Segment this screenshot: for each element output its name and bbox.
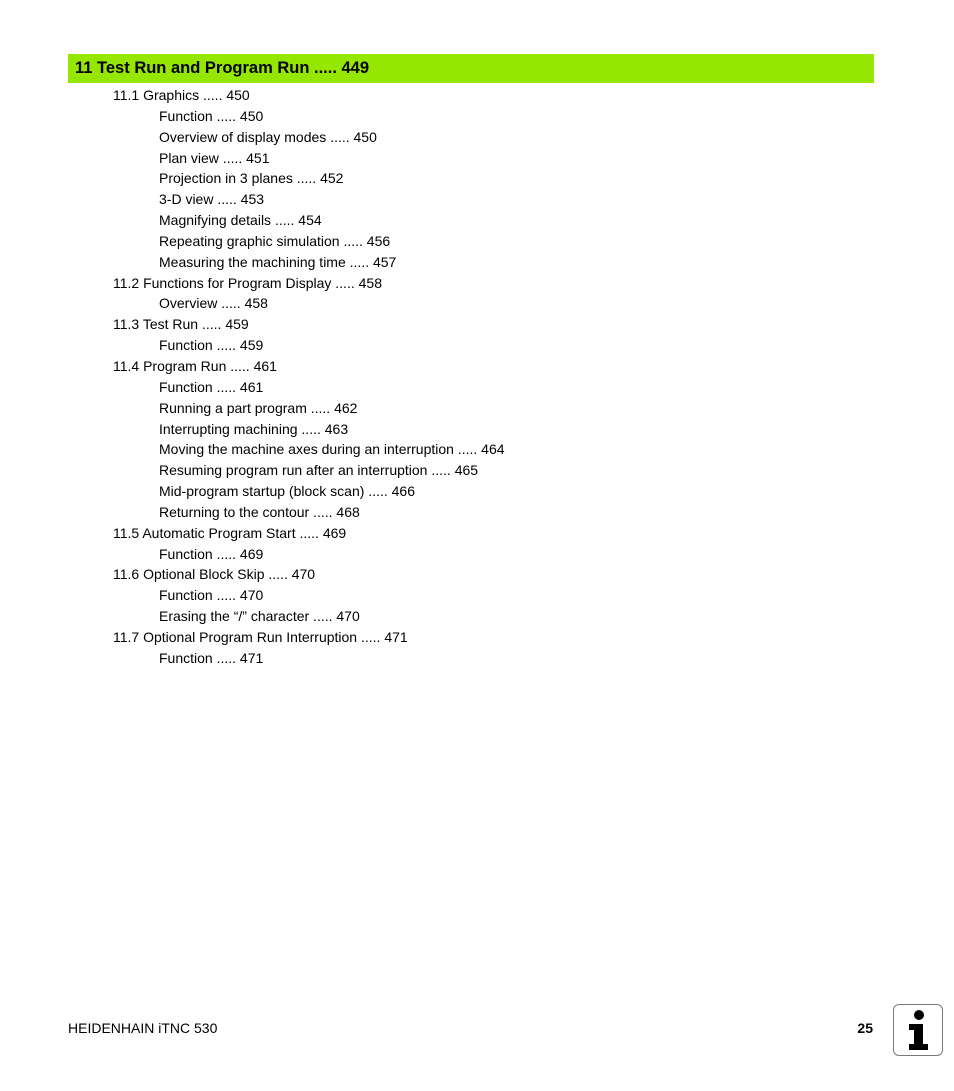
toc-subsection-entry[interactable]: 3-D view ..... 453 [159,191,265,208]
toc-subsection-entry[interactable]: Erasing the “/” character ..... 470 [159,608,360,625]
toc-subsection-entry[interactable]: Function ..... 459 [159,337,264,354]
toc-section-entry[interactable]: 11.1 Graphics ..... 450 [113,87,250,103]
toc-subsection-entry[interactable]: Measuring the machining time ..... 457 [159,253,397,270]
toc-subsection-entry[interactable]: Moving the machine axes during an interruption ..... 464 [159,441,505,458]
table-of-contents [0,85,954,669]
toc-subsection-entry[interactable]: Magnifying details ..... 454 [159,212,322,229]
toc-section-entry[interactable]: 11.6 Optional Block Skip ..... 470 [113,566,316,583]
toc-subsection-entry[interactable]: Projection in 3 planes ..... 452 [159,170,344,187]
info-i-glyph [900,1009,936,1051]
toc-section-entry[interactable]: 11.3 Test Run ..... 459 [113,316,249,333]
toc-section-entry[interactable]: 11.7 Optional Program Run Interruption ..... 471 [113,628,408,645]
toc-subsection-entry[interactable]: Function ..... 470 [159,587,264,604]
toc-section-entry[interactable]: 11.5 Automatic Program Start ..... 469 [113,524,347,541]
toc-subsection-entry[interactable]: Interrupting machining ..... 463 [159,420,349,437]
toc-subsection-entry[interactable]: Function ..... 469 [159,545,264,562]
chapter-heading-bar [68,54,874,83]
toc-subsection-entry[interactable]: Overview of display modes ..... 450 [159,128,377,145]
chapter-title: 11 Test Run and Program Run ..... 449 [75,59,370,77]
toc-subsection-entry[interactable]: Running a part program ..... 462 [159,399,358,416]
footer-product-name: HEIDENHAIN iTNC 530 [68,1020,218,1036]
toc-subsection-entry[interactable]: Returning to the contour ..... 468 [159,503,360,520]
toc-subsection-entry[interactable]: Function ..... 461 [159,378,264,395]
toc-subsection-entry[interactable]: Resuming program run after an interruption ..... 465 [159,462,479,479]
toc-subsection-entry[interactable]: Overview ..... 458 [159,295,268,312]
toc-subsection-entry[interactable]: Plan view ..... 451 [159,149,270,166]
toc-subsection-entry[interactable]: Function ..... 471 [159,649,264,666]
toc-subsection-entry[interactable]: Repeating graphic simulation ..... 456 [159,232,391,249]
toc-section-entry[interactable]: 11.2 Functions for Program Display ..... 458 [113,274,382,291]
info-icon [893,1004,943,1056]
page-number: 25 [857,1020,873,1036]
toc-subsection-entry[interactable]: Function ..... 450 [159,107,264,124]
toc-section-entry[interactable]: 11.4 Program Run ..... 461 [113,357,277,374]
toc-subsection-entry[interactable]: Mid-program startup (block scan) ..... 466 [159,483,415,500]
